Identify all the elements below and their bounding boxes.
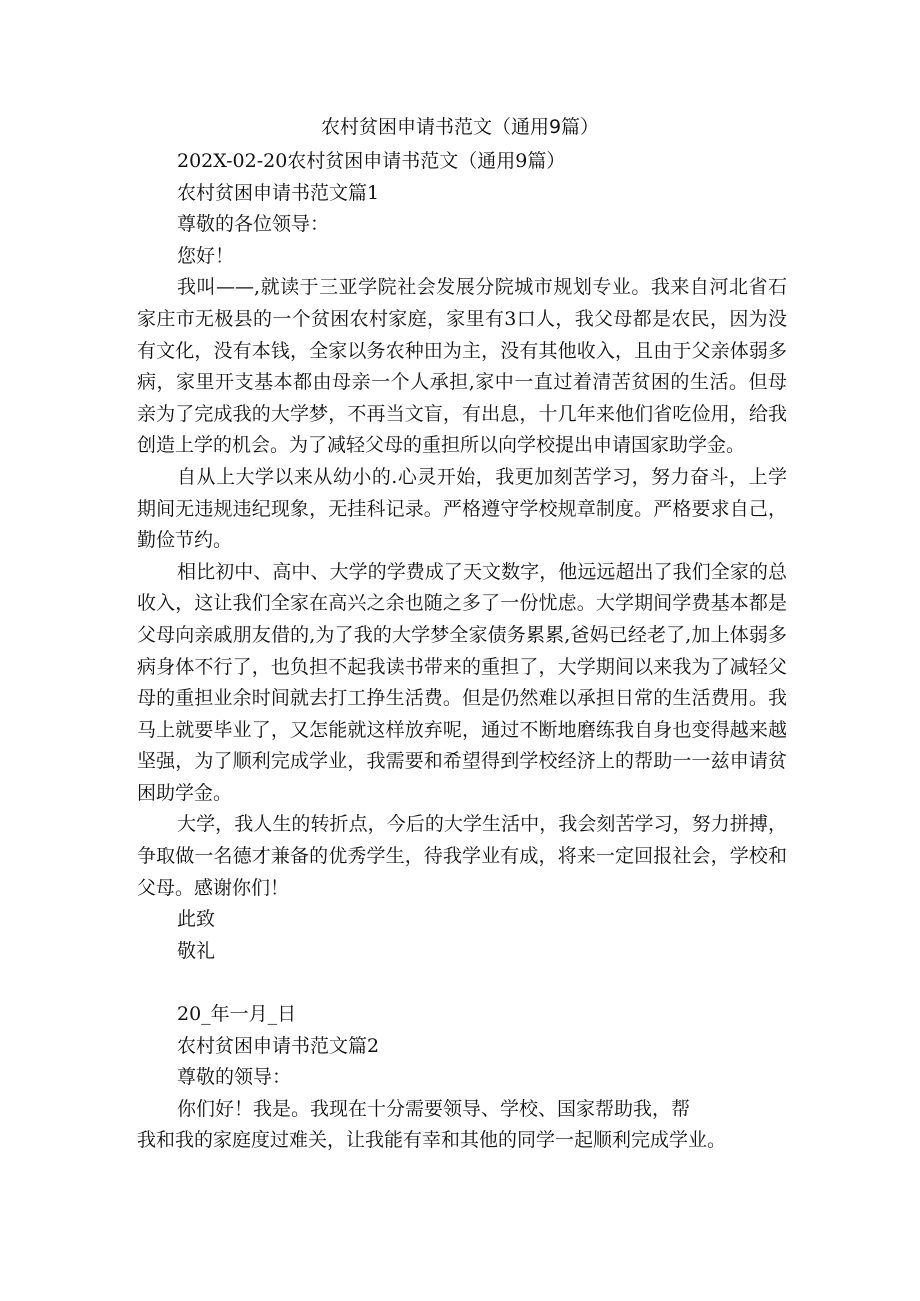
document-title: 农村贫困申请书范文（通用9篇） — [320, 116, 600, 138]
section1-heading: 农村贫困申请书范文篇1 — [177, 181, 380, 204]
closing-jingli: 敬礼 — [177, 939, 216, 962]
section1-paragraph-2: 自从上大学以来从幼小的.心灵开始，我更加刻苦学习，努力奋斗，上学期间无违规违纪现象，无挂科记录。严格遵守学校规章制度。严格要求自己，勤俭节约。 — [137, 465, 787, 552]
document-body — [137, 146, 787, 1157]
blank-line — [137, 967, 787, 999]
section1-paragraph-1: 我叫——,就读于三亚学院社会发展分院城市规划专业。我来自河北省石家庄市无极县的一个贫困农村家庭，家里有3口人，我父母都是农民，因为没有文化，没有本钱，全家以务农种田为主，没有其他收入，且由于父亲体弱多病，家里开支基本都由母亲一个人承担,家中一直过着清苦贫困的生活。但母亲为了完成我的大学梦，不再当文盲，有出息，十几年来他们省吃俭用，给我创造上学的机会。为了减轻父母的重担所以向学校提出申请国家助学金。 — [137, 276, 787, 457]
section2-heading: 农村贫困申请书范文篇2 — [177, 1034, 380, 1057]
section2-paragraph-line-1: 你们好！我是。我现在十分需要领导、学校、国家帮助我，帮 — [177, 1097, 691, 1120]
section1-salutation: 尊敬的各位领导： — [177, 213, 330, 236]
section1-greeting: 您好！ — [177, 244, 235, 267]
signature-date: 20_年一月_日 — [177, 1003, 297, 1026]
closing-cizhi: 此致 — [177, 908, 216, 931]
section2-paragraph-line-2: 我和我的家庭度过难关，让我能有幸和其他的同学一起顺利完成学业。 — [137, 1129, 727, 1152]
section1-paragraph-4: 大学，我人生的转折点，今后的大学生活中，我会刻苦学习，努力拼搏，争取做一名德才兼备的优秀学生，待我学业有成，将来一定回报社会，学校和父母。感谢你们！ — [137, 813, 787, 899]
section1-paragraph-3: 相比初中、高中、大学的学费成了天文数字，他远远超出了我们全家的总收入，这让我们全家在高兴之余也随之多了一份忧虑。大学期间学费基本都是父母向亲戚朋友借的,为了我的大学梦全家债务累累,爸妈已经老了,加上体弱多病身体不行了，也负担不起我读书带来的重担了，大学期间以来我为了减轻父母的重担业余时间就去打工挣生活费。但是仍然难以承担日常的生活费用。我马上就要毕业了，又怎能就这样放弃呢，通过不断地磨练我自身也变得越来越坚强，为了顺利完成学业，我需要和希望得到学校经济上的帮助一一兹申请贫困助学金。 — [137, 560, 787, 804]
meta-line: 202X-02-20农村贫困申请书范文（通用9篇） — [177, 150, 566, 172]
section2-salutation: 尊敬的领导： — [177, 1066, 292, 1089]
